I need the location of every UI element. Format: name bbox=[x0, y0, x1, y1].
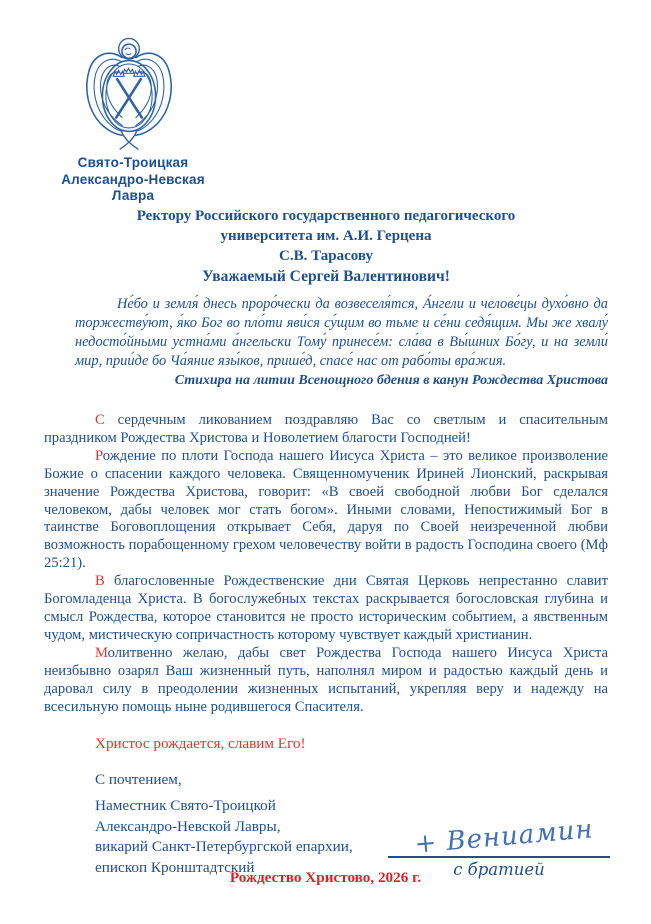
signer-line: Наместник Свято-Троицкой bbox=[95, 797, 276, 814]
paragraph bbox=[44, 412, 608, 448]
paragraph-text: олитвенно желаю, дабы свет Рождества Господа нашего Иисуса Христа неизбывно озарял Ваш жизненный путь, наполнял миром и радостью каждый день и даровал силу в преодолении жизненных испытаний, укрепляя веру и надежду на всесильную помощь ныне родившегося Спасителя. bbox=[44, 644, 608, 715]
paragraph-text: сердечным ликованием поздравляю Вас со светлым и спасительным праздником Рождества Христова и Новолетием благости Господней! bbox=[44, 412, 608, 446]
drop-initial: Р bbox=[95, 447, 103, 464]
org-name-line: Свято-Троицкая bbox=[77, 155, 189, 170]
recipient-line: Ректору Российского государственного педагогического bbox=[136, 208, 516, 224]
paragraph bbox=[44, 448, 608, 573]
drop-initial: М bbox=[95, 644, 108, 661]
paragraph bbox=[44, 645, 608, 717]
signer-line: епископ Кронштадтский bbox=[95, 858, 255, 876]
paragraph-text: ождение по плоти Господа нашего Иисуса Христа – это великое произволение Божие о спасении каждого человека. Священномученик Ириней Лионский, раскрывая значение Рождества Христова, говорит: «В своей свободной любви Бог сделался человеком, дабы человек мог стать богом». Иными словами, Непостижимый Бог в таинстве Боговоплощения открывает Себя, даруя по Своей неизреченной любви возможность порабощенному грехом человечеству войти в радость Господина своего (Мф 25:21). bbox=[44, 447, 608, 572]
drop-initial: С bbox=[95, 412, 105, 428]
closing-regards: С почтением, bbox=[95, 771, 182, 788]
signer-line: Александро-Невской Лавры, bbox=[95, 817, 281, 835]
signer-block bbox=[95, 796, 353, 878]
recipient-line: университета им. А.И. Герцена bbox=[220, 228, 432, 244]
paragraph bbox=[44, 573, 608, 645]
christmas-exclamation: Христос рождается, славим Его! bbox=[95, 735, 306, 752]
paragraph-text: благословенные Рождественские дни Святая Церковь непрестанно славит Богомладенца Христа. В богослужебных текстах раскрывается богословская глубина и смысл Рождества, которое становится не просто историческим событием, а явственным чудом, мистическую сопричастность которому чувствует каждый христианин. bbox=[44, 573, 608, 643]
lavra-angel-emblem-icon bbox=[70, 34, 188, 152]
recipient-line: С.В. Тарасову bbox=[279, 248, 373, 264]
handwritten-signature: + Вениамин bbox=[413, 814, 595, 860]
org-name bbox=[22, 155, 244, 205]
org-name-line: Александро-Невская bbox=[61, 171, 205, 187]
org-name-line: Лавра bbox=[111, 188, 155, 203]
signer-line: викарий Санкт-Петербургской епархии, bbox=[95, 838, 353, 855]
signature-subtext: с братией bbox=[453, 860, 545, 879]
recipient-block bbox=[44, 206, 608, 266]
letter-body bbox=[44, 412, 608, 716]
salutation: Уважаемый Сергей Валентинович! bbox=[202, 268, 450, 285]
signature-underline bbox=[388, 856, 610, 858]
epigraph-text: Не́бо и земля́ днесь проро́чески да возвеселя́тся, А́нгели и челове́цы духо́вно да торжеству́ют, я́ко Бог во пло́ти яви́ся су́щим во тьме и се́ни седя́щим. Мы же хвалу́ недосто́йными устна́ми а́нгельски Тому́ принесе́м: сла́ва в Вы́шних Бо́гу, и на земли́ мир, прии́де бо Ча́яние язы́ков, прише́д, спасе́ нас от рабо́ты вра́жия. bbox=[75, 296, 608, 369]
epigraph-attribution: Стихира на литии Всенощного бдения в канун Рождества Христова bbox=[174, 373, 608, 388]
date-line: Рождество Христово, 2026 г. bbox=[229, 869, 422, 886]
drop-initial: В bbox=[95, 573, 105, 590]
epigraph-block bbox=[75, 295, 608, 389]
